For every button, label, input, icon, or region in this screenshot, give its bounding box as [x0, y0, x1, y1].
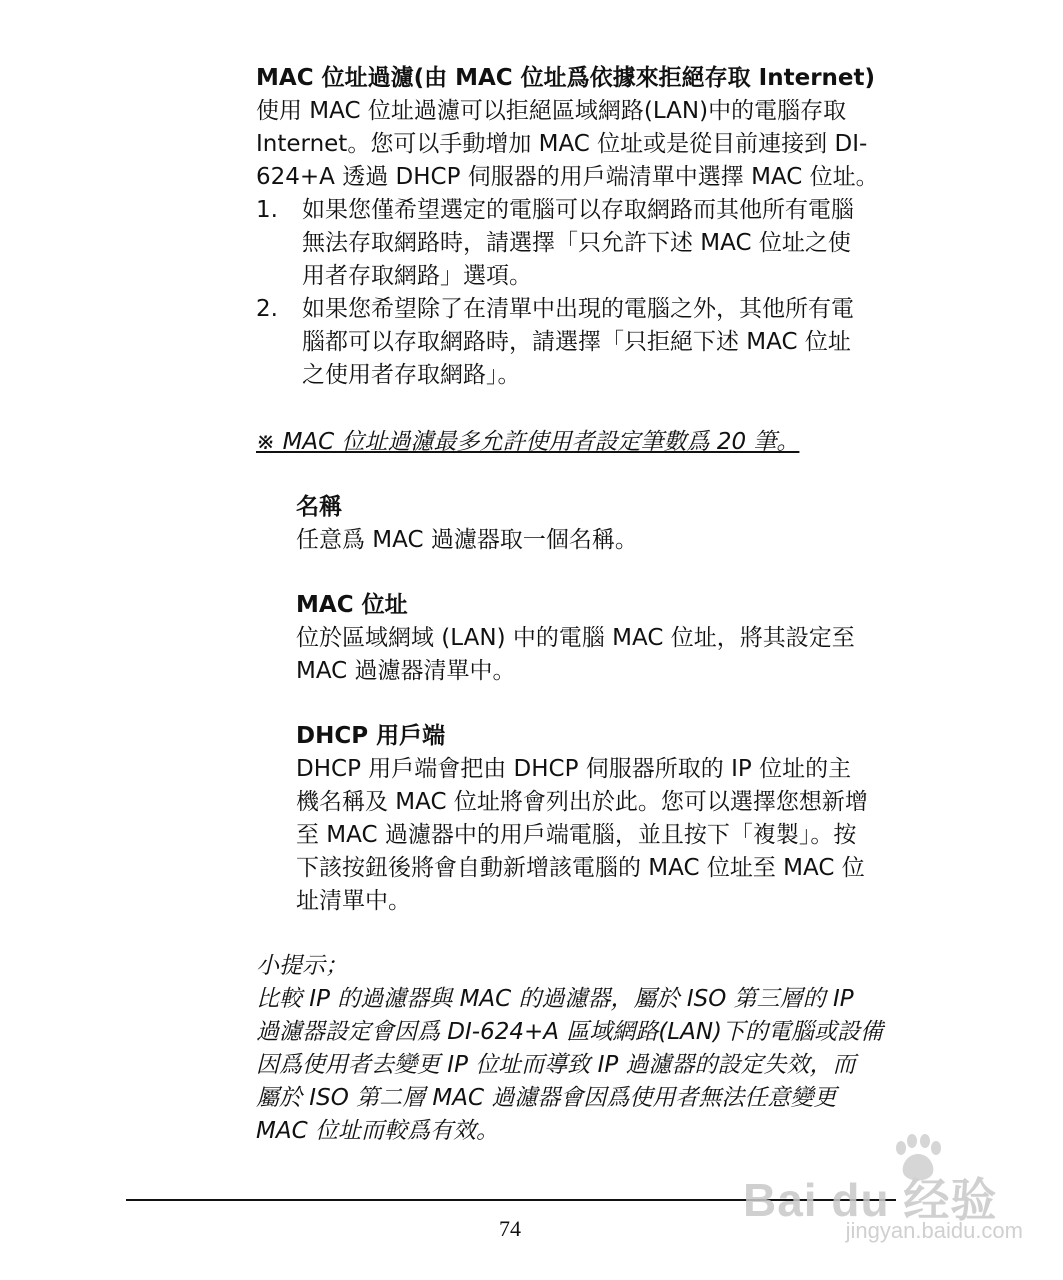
section-title: MAC 位址	[296, 592, 408, 618]
section-line: 位於區域網域 (LAN) 中的電腦 MAC 位址，將其設定至	[296, 625, 855, 651]
section-line: 至 MAC 過濾器中的用戶端電腦，並且按下「複製」。按	[296, 822, 857, 848]
section-line: 址清單中。	[296, 888, 411, 914]
list-item	[256, 293, 946, 392]
list-line: 腦都可以存取網路時，請選擇「只拒絕下述 MAC 位址	[302, 329, 851, 355]
limit-note: ※ MAC 位址過濾最多允許使用者設定筆數爲 20 筆。	[256, 429, 800, 455]
tip-line: 過濾器設定會因爲 DI-624+A 區域網路(LAN)下的電腦或設備	[256, 1019, 884, 1045]
watermark-brand: Bai du 经验	[743, 1174, 998, 1226]
section-mac-address	[296, 589, 946, 688]
section-line: 機名稱及 MAC 位址將會列出於此。您可以選擇您想新增	[296, 789, 868, 815]
tip-line: 因爲使用者去變更 IP 位址而導致 IP 過濾器的設定失效，而	[256, 1052, 856, 1078]
list-line: 如果您希望除了在清單中出現的電腦之外，其他所有電	[302, 296, 854, 322]
document-body	[256, 62, 946, 1148]
list-item	[256, 194, 946, 293]
list-line: 如果您僅希望選定的電腦可以存取網路而其他所有電腦	[302, 197, 854, 223]
intro-paragraph	[256, 95, 946, 194]
section-line: 任意爲 MAC 過濾器取一個名稱。	[296, 527, 638, 553]
section-line: 下該按鈕後將會自動新增該電腦的 MAC 位址至 MAC 位	[296, 855, 865, 881]
baidu-watermark	[743, 1132, 1023, 1242]
intro-line: 使用 MAC 位址過濾可以拒絕區域網路(LAN)中的電腦存取	[256, 98, 847, 124]
tip-box	[256, 950, 946, 1148]
list-line: 之使用者存取網路」。	[302, 362, 521, 388]
list-number: 1.	[256, 197, 278, 223]
instruction-list	[256, 194, 946, 392]
section-line: MAC 過濾器清單中。	[296, 658, 516, 684]
tip-line: 比較 IP 的過濾器與 MAC 的過濾器，屬於 ISO 第三層的 IP	[256, 986, 854, 1012]
tip-title: 小提示；	[256, 953, 348, 979]
section-line: DHCP 用戶端會把由 DHCP 伺服器所取的 IP 位址的主	[296, 756, 852, 782]
section-dhcp-client	[296, 720, 946, 918]
list-number: 2.	[256, 296, 278, 322]
section-name	[296, 491, 946, 557]
page-heading: MAC 位址過濾(由 MAC 位址爲依據來拒絕存取 Internet)	[256, 65, 876, 91]
list-line: 用者存取網路」選項。	[302, 263, 532, 289]
watermark-url: jingyan.baidu.com	[845, 1218, 1023, 1243]
tip-line: 屬於 ISO 第二層 MAC 過濾器會因爲使用者無法任意變更	[256, 1085, 837, 1111]
section-title: DHCP 用戶端	[296, 723, 446, 749]
intro-line: Internet。您可以手動增加 MAC 位址或是從目前連接到 DI-	[256, 131, 868, 157]
tip-line: MAC 位址而較爲有效。	[256, 1118, 499, 1144]
intro-line: 624+A 透過 DHCP 伺服器的用戶端清單中選擇 MAC 位址。	[256, 164, 879, 190]
section-title: 名稱	[296, 494, 342, 520]
list-line: 無法存取網路時，請選擇「只允許下述 MAC 位址之使	[302, 230, 851, 256]
page-number: 74	[499, 1216, 521, 1241]
